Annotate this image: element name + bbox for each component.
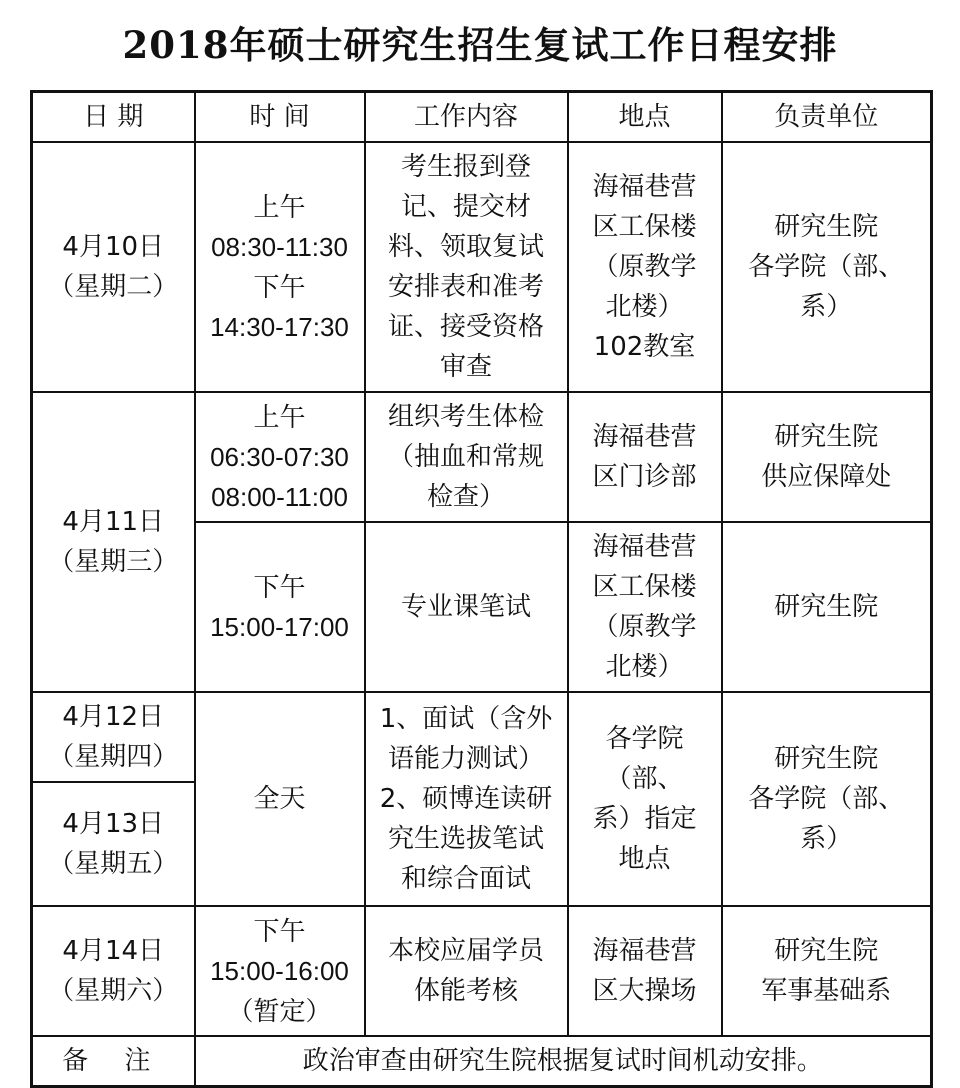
unit-cell: 研究生院 供应保障处 xyxy=(722,392,932,522)
content-cell: 考生报到登 记、提交材 料、领取复试 安排表和准考 证、接受资格 审查 xyxy=(365,142,568,392)
time-cell: 全天 xyxy=(195,692,365,906)
place-cell: 各学院 （部、 系）指定 地点 xyxy=(568,692,722,906)
header-time: 时 间 xyxy=(195,92,365,143)
time-cell: 下午 15:00-16:00 （暂定） xyxy=(195,906,365,1036)
unit-cell: 研究生院 xyxy=(722,522,932,692)
table-row xyxy=(32,692,932,782)
content-cell: 1、面试（含外 语能力测试） 2、硕博连读研 究生选拔笔试 和综合面试 xyxy=(365,692,568,906)
date-cell: 4月13日 （星期五） xyxy=(32,782,195,906)
content-cell: 本校应届学员 体能考核 xyxy=(365,906,568,1036)
place-cell: 海福巷营 区工保楼 （原教学 北楼） 102教室 xyxy=(568,142,722,392)
content-cell: 组织考生体检 （抽血和常规 检查） xyxy=(365,392,568,522)
time-cell: 下午 15:00-17:00 xyxy=(195,522,365,692)
date-cell: 4月11日 （星期三） xyxy=(32,392,195,692)
header-date: 日 期 xyxy=(32,92,195,143)
page-title: 2018年硕士研究生招生复试工作日程安排 xyxy=(122,23,838,67)
date-cell: 4月10日 （星期二） xyxy=(32,142,195,392)
table-row xyxy=(32,142,932,392)
time-cell: 上午 08:30-11:30 下午 14:30-17:30 xyxy=(195,142,365,392)
place-cell: 海福巷营 区工保楼 （原教学 北楼） xyxy=(568,522,722,692)
place-cell: 海福巷营 区大操场 xyxy=(568,906,722,1036)
time-cell: 上午 06:30-07:30 08:00-11:00 xyxy=(195,392,365,522)
table-row xyxy=(32,392,932,522)
unit-cell: 研究生院 各学院（部、 系） xyxy=(722,692,932,906)
table-row xyxy=(32,906,932,1036)
schedule-table xyxy=(30,90,933,1088)
header-content: 工作内容 xyxy=(365,92,568,143)
date-cell: 4月12日 （星期四） xyxy=(32,692,195,782)
place-cell: 海福巷营 区门诊部 xyxy=(568,392,722,522)
unit-cell: 研究生院 各学院（部、 系） xyxy=(722,142,932,392)
date-cell: 4月14日 （星期六） xyxy=(32,906,195,1036)
header-place: 地点 xyxy=(568,92,722,143)
unit-cell: 研究生院 军事基础系 xyxy=(722,906,932,1036)
remark-row xyxy=(32,1036,932,1087)
content-cell: 专业课笔试 xyxy=(365,522,568,692)
remark-text: 政治审查由研究生院根据复试时间机动安排。 xyxy=(195,1036,932,1087)
header-row xyxy=(32,92,932,143)
header-unit: 负责单位 xyxy=(722,92,932,143)
remark-label: 备 注 xyxy=(32,1036,195,1087)
